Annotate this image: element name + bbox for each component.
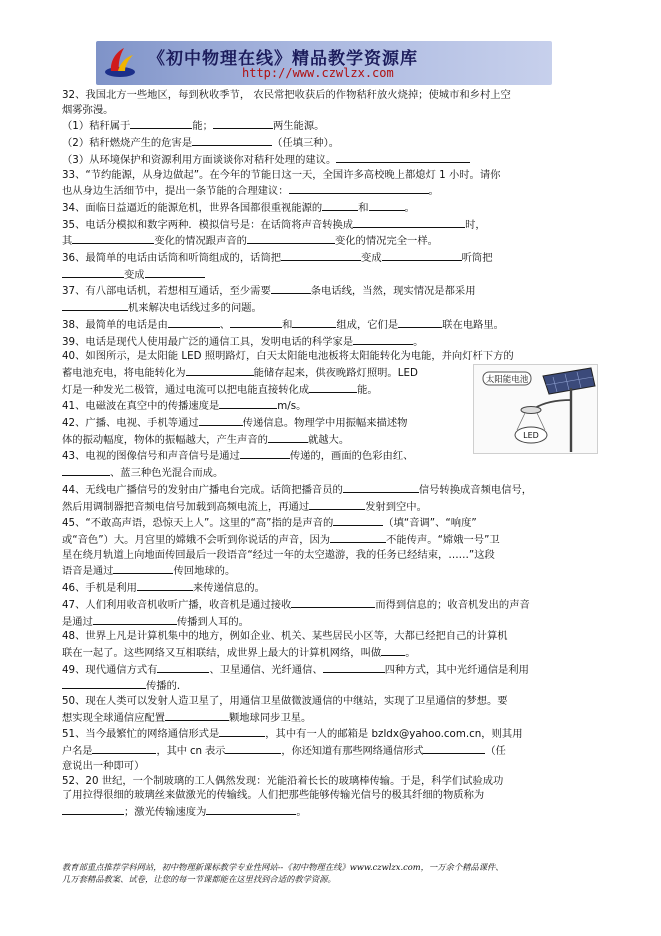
question-text: 蓄电池充电，将电能转化为 (62, 366, 186, 379)
answer-blank[interactable] (323, 661, 385, 673)
question-line (62, 464, 592, 481)
answer-blank[interactable] (225, 742, 281, 754)
header-banner (96, 41, 552, 85)
page-footer (62, 861, 602, 885)
question-line (62, 709, 592, 726)
answer-blank[interactable] (322, 199, 358, 211)
question-text: （2）秸秆燃烧产生的危害是 (62, 137, 193, 150)
footer-line: 教育部重点推荐学科网站，初中物理新课标教学专业性网站--《初中物理在线》www.czwlzx.com，一万余个精品课件、 (62, 862, 504, 872)
question-line (62, 168, 592, 183)
question-text: 。 (404, 201, 415, 214)
question-line (62, 498, 592, 515)
answer-blank[interactable] (219, 725, 265, 737)
question-text: 36、最简单的电话由话筒和听筒组成的，话筒把 (62, 252, 282, 265)
question-text: 38、最简单的电话是由 (62, 318, 168, 331)
question-text: 组成，它们是 (336, 318, 399, 331)
site-url[interactable]: http://www.czwlzx.com (242, 66, 394, 80)
answer-blank[interactable] (247, 232, 335, 244)
question-text: 传递信息。物理学中用振幅来描述物 (242, 417, 408, 430)
footer-line: 几万套精品教案、试卷，让您的每一节课都能在这里找到合适的教学资源。 (62, 874, 336, 884)
question-text: （1）秸秆属于 (62, 120, 131, 133)
question-text: 了用拉得很细的玻璃丝来做激光的传输线。人们把那些能够传输光信号的极其纤细的物质称为 (62, 789, 485, 802)
question-text: 信号转换成音频电信号， (418, 483, 533, 496)
question-line (62, 266, 592, 283)
question-text: 。 (405, 646, 416, 659)
question-line (62, 249, 592, 266)
question-text: 语音是通过 (62, 565, 114, 578)
question-text: 联在电路里。 (442, 318, 504, 331)
question-text: ，其中 cn 表示 (156, 745, 226, 758)
answer-blank[interactable] (72, 232, 154, 244)
question-text: 意说出一种即可） (62, 759, 145, 772)
answer-blank[interactable] (271, 282, 311, 294)
question-text: 和 (282, 318, 293, 331)
question-line (62, 481, 592, 498)
answer-blank[interactable] (199, 414, 243, 426)
question-text: 34、面临日益逼近的能源危机，世界各国都很重视能源的 (62, 201, 323, 214)
answer-blank[interactable] (382, 249, 462, 261)
question-text: 而得到信息的；收音机发出的声音 (375, 598, 530, 611)
question-text: 32、我国北方一些地区，每到秋收季节， 农民常把收获后的作物秸秆放火烧掉；使城市和乡村上空 (62, 89, 511, 101)
question-text: 也从身边生活细节中，提出一条节能的合理建议： (62, 185, 289, 198)
question-text: 传回地球的。 (173, 565, 236, 578)
answer-blank[interactable] (93, 613, 177, 625)
question-line (62, 349, 592, 364)
question-text: 、卫星通信、光纤通信、 (209, 663, 323, 676)
question-text: m/s。 (277, 400, 307, 413)
question-line (62, 299, 592, 316)
question-text: 灯是一种发光二极管，通过电流可以把电能直接转化成 (62, 383, 310, 396)
led-label: LED (523, 431, 539, 440)
answer-blank[interactable] (240, 447, 290, 459)
question-line (62, 613, 592, 630)
answer-blank[interactable] (62, 299, 128, 311)
question-text: 变成 (361, 252, 382, 265)
question-text: 不能传声。“嫦娥一号”卫 (386, 533, 500, 546)
question-text: 40、如图所示，是太阳能 LED 照明路灯，白天太阳能电池板将太阳能转化为电能，并向灯杆下方的 (62, 350, 514, 363)
solar-led-streetlight-figure (473, 364, 598, 454)
answer-blank[interactable] (423, 742, 485, 754)
question-text: 户名是 (62, 745, 93, 758)
answer-blank[interactable] (381, 644, 405, 656)
question-text: 50、现在人类可以发射人造卫星了，用通信卫星做微波通信的中继站，实现了卫星通信的梦想。要 (62, 695, 508, 708)
question-line (62, 117, 592, 134)
question-line (62, 333, 592, 350)
answer-blank[interactable] (130, 117, 192, 129)
answer-blank[interactable] (206, 803, 296, 815)
answer-blank[interactable] (113, 562, 173, 574)
question-text: 47、人们利用收音机收听广播，收音机是通过接收 (62, 598, 292, 611)
question-text: （3）从环境保护和资源利用方面谈谈你对秸秆处理的建议。 (62, 153, 337, 166)
question-text: ；激光传输速度为 (124, 805, 207, 818)
question-text: 传播到人耳的。 (176, 615, 249, 628)
question-line (62, 151, 592, 168)
answer-blank[interactable] (330, 531, 386, 543)
answer-blank[interactable] (219, 397, 277, 409)
answer-blank[interactable] (281, 249, 361, 261)
question-line (62, 316, 592, 333)
question-line (62, 514, 592, 531)
answer-blank[interactable] (62, 464, 110, 476)
question-line (62, 677, 592, 694)
question-line (62, 548, 592, 563)
answer-blank[interactable] (333, 514, 383, 526)
question-text: 变成 (124, 268, 145, 281)
answer-blank[interactable] (369, 199, 405, 211)
question-text: 想实现全球通信应配置 (62, 711, 165, 724)
answer-blank[interactable] (289, 182, 429, 194)
answer-blank[interactable] (92, 742, 156, 754)
question-text: 星在绕月轨道上向地面传回最后一段语音“经过一年的太空遨游，我的任务已经结束，……”这段 (62, 548, 495, 561)
answer-blank[interactable] (62, 677, 146, 689)
answer-blank[interactable] (165, 709, 229, 721)
question-text: 51、当今最繁忙的网络通信形式是 (62, 728, 220, 741)
question-text: 52、20 世纪，一个制玻璃的工人偶然发现：光能沿着长长的玻璃棒传输。于是，科学们试验成功 (62, 774, 504, 787)
question-text: 体的振动幅度，物体的振幅越大，产生声音的 (62, 433, 268, 446)
question-text: 39、电话是现代人使用最广泛的通信工具，发明电话的科学家是 (62, 335, 354, 348)
question-text: ，你还知道有那些网络通信形式 (281, 745, 424, 758)
question-text: 、蓝三种色光混合而成。 (110, 467, 224, 480)
question-text: 传播的． (146, 680, 188, 693)
question-text: 四种方式，其中光纤通信是利用 (384, 663, 529, 676)
question-text: （任 (485, 745, 506, 758)
question-line (62, 199, 592, 216)
question-text: 33、“节约能源，从身边做起”。在今年的节能日这一天，全国许多高校晚上都熄灯 1 小时。请你 (62, 168, 501, 181)
question-text: 其 (62, 235, 73, 248)
answer-blank[interactable] (268, 431, 308, 443)
answer-blank[interactable] (186, 364, 254, 376)
question-line (62, 182, 592, 199)
question-text: 两生能源。 (272, 120, 325, 133)
question-text: 。 (428, 185, 439, 198)
question-line (62, 216, 592, 233)
question-text: 44、无线电广播信号的发射由广播电台完成。话筒把播音员的 (62, 483, 343, 496)
question-line (62, 788, 592, 803)
question-line (62, 232, 592, 249)
question-text: 变化的情况跟声音的 (154, 235, 247, 248)
question-line (62, 282, 592, 299)
solar-cell-label: 太阳能电池 (485, 375, 529, 385)
answer-blank[interactable] (137, 579, 193, 591)
question-text: 时， (465, 218, 486, 231)
question-line (62, 579, 592, 596)
question-text: 变化的情况完全一样。 (334, 235, 438, 248)
site-logo-icon (102, 45, 138, 81)
question-line (62, 531, 592, 548)
answer-blank[interactable] (353, 333, 413, 345)
question-line (62, 774, 592, 789)
question-text: ，其中有一人的邮箱是 bzldx@yahoo.com.cn，则其用 (265, 728, 523, 741)
question-line (62, 134, 592, 151)
answer-blank[interactable] (230, 316, 282, 328)
question-text: 和 (358, 201, 369, 214)
site-title: 《初中物理在线》精品教学资源库 (148, 49, 418, 69)
question-text: （任填三种）。 (272, 137, 340, 150)
question-text: 。 (413, 335, 424, 348)
question-text: 然后用调制器把音频电信号加载到高频电流上，再通过 (62, 500, 310, 513)
question-text: 能。 (357, 383, 378, 396)
answer-blank[interactable] (168, 316, 220, 328)
question-line (62, 661, 592, 678)
question-text: 。 (296, 805, 307, 818)
question-line (62, 629, 592, 644)
question-line (62, 562, 592, 579)
question-text: 45、“不敢高声语，恐惊天上人”。这里的“高”指的是声音的 (62, 517, 334, 530)
answer-blank[interactable] (192, 134, 272, 146)
question-text: 就越大。 (307, 433, 350, 446)
question-text: 41、电磁波在真空中的传播速度是 (62, 400, 220, 413)
answer-blank[interactable] (145, 266, 205, 278)
question-line (62, 803, 592, 820)
question-line (62, 88, 592, 103)
question-text: 传递的，画面的色彩由红、 (289, 450, 414, 463)
question-line (62, 596, 592, 613)
question-line (62, 644, 592, 661)
question-text: 49、现代通信方式有 (62, 663, 158, 676)
answer-blank[interactable] (291, 596, 375, 608)
answer-blank[interactable] (336, 151, 470, 163)
answer-blank[interactable] (398, 316, 442, 328)
question-line (62, 759, 592, 774)
question-text: 条电话线，当然，现实情况是都采用 (310, 285, 476, 298)
question-text: 来传递信息的。 (192, 582, 265, 595)
answer-blank[interactable] (353, 216, 465, 228)
question-text: 42、广播、电视、手机等通过 (62, 417, 199, 430)
answer-blank[interactable] (309, 498, 365, 510)
answer-blank[interactable] (62, 803, 124, 815)
question-text: 46、手机是利用 (62, 582, 137, 595)
question-text: 颗地球同步卫星。 (228, 711, 312, 724)
question-line (62, 742, 592, 759)
question-text: 机来解决电话线过多的问题。 (128, 302, 262, 315)
answer-blank[interactable] (309, 381, 357, 393)
answer-blank[interactable] (343, 481, 419, 493)
question-text: 35、电话分模拟和数字两种．模拟信号是：在话筒将声音转换成 (62, 218, 354, 231)
answer-blank[interactable] (292, 316, 336, 328)
question-text: 43、电视的图像信号和声音信号是通过 (62, 450, 240, 463)
question-line (62, 694, 592, 709)
question-text: 48、世界上凡是计算机集中的地方，例如企业、机关、某些居民小区等，大都已经把自己的计算机 (62, 630, 508, 643)
question-line (62, 103, 592, 118)
question-text: 联在一起了。这些网络又互相联结，成世界上最大的计算机网络，叫做 (62, 646, 382, 659)
question-text: 听筒把 (461, 252, 493, 265)
question-text: 37、有八部电话机，若想相互通话，至少需要 (62, 285, 271, 298)
answer-blank[interactable] (213, 117, 273, 129)
question-text: （填“音调”、“响度” (383, 517, 477, 530)
question-text: 或“音色”）大。月宫里的嫦娥不会听到你说话的声音，因为 (62, 533, 331, 546)
answer-blank[interactable] (157, 661, 209, 673)
question-text: 是通过 (62, 615, 93, 628)
question-text: 、 (219, 318, 231, 331)
question-text: 能； (192, 120, 213, 133)
question-text: 烟雾弥漫。 (62, 103, 114, 116)
question-text: 发射到空中。 (365, 500, 427, 513)
answer-blank[interactable] (62, 266, 124, 278)
question-text: 能储存起来，供夜晚路灯照明。LED (253, 366, 418, 379)
question-line (62, 725, 592, 742)
